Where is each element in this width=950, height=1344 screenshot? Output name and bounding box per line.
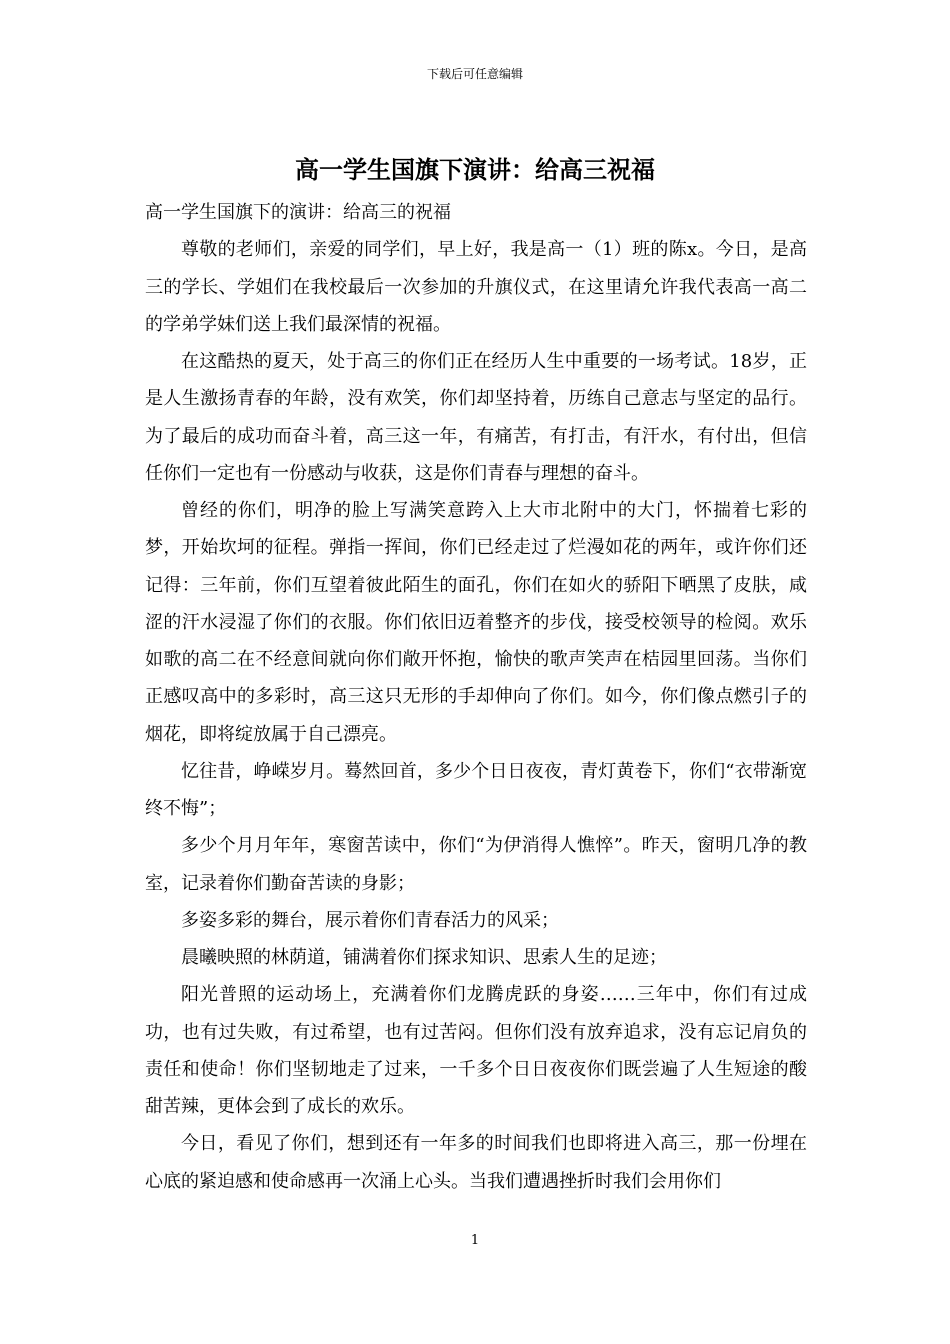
page-number: 1 <box>470 1233 480 1248</box>
paragraph: 多姿多彩的舞台，展示着你们青春活力的风采； <box>181 909 559 931</box>
document-body <box>145 194 807 1200</box>
paragraph: 今日，看见了你们，想到还有一年多的时间我们也即将进入高三，那一份埋在心底的紧迫感和使命感再一次涌上心头。当我们遭遇挫折时我们会用你们 <box>145 1133 807 1192</box>
paragraph: 在这酷热的夏天，处于高三的你们正在经历人生中重要的一场考试。18岁，正是人生激扬青春的年龄，没有欢笑，你们却坚持着，历练自己意志与坚定的品行。为了最后的成功而奋斗着，高三这一年，有痛苦，有打击，有汗水，有付出，但信任你们一定也有一份感动与收获，这是你们青春与理想的奋斗。 <box>145 351 807 484</box>
paragraph-subtitle: 高一学生国旗下的演讲：给高三的祝福 <box>145 202 451 223</box>
paragraph-greeting: 尊敬的老师们，亲爱的同学们，早上好，我是高一（1）班的陈x。今日，是高三的学长、学姐们在我校最后一次参加的升旗仪式，在这里请允许我代表高一高二的学弟学妹们送上我们最深情的祝福。 <box>145 239 807 335</box>
paragraph: 晨曦映照的林荫道，铺满着你们探求知识、思索人生的足迹； <box>181 947 667 968</box>
paragraph: 阳光普照的运动场上，充满着你们龙腾虎跃的身姿……三年中，你们有过成功，也有过失败，有过希望，也有过苦闷。但你们没有放弃追求，没有忘记肩负的责任和使命！你们坚韧地走了过来，一千多个日日夜夜你们既尝遍了人生短途的酸甜苦辣，更体会到了成长的欢乐。 <box>145 984 807 1117</box>
paragraph: 多少个月月年年，寒窗苦读中，你们“为伊消得人憔悴”。昨天，窗明几净的教室，记录着你们勤奋苦读的身影； <box>145 835 807 894</box>
paragraph: 曾经的你们，明净的脸上写满笑意跨入上大市北附中的大门，怀揣着七彩的梦，开始坎坷的征程。弹指一挥间，你们已经走过了烂漫如花的两年，或许你们还记得：三年前，你们互望着彼此陌生的面孔，你们在如火的骄阳下晒黑了皮肤，咸涩的汗水浸湿了你们的衣服。你们依旧迈着整齐的步伐，接受校领导的检阅。欢乐如歌的高二在不经意间就向你们敞开怀抱，愉快的歌声笑声在桔园里回荡。当你们正感叹高中的多彩时，高三这只无形的手却伸向了你们。如今，你们像点燃引子的烟花，即将绽放属于自己漂亮。 <box>145 500 807 745</box>
page-header-note: 下载后可任意编辑 <box>426 67 523 81</box>
document-title: 高一学生国旗下演讲：给高三祝福 <box>295 155 655 184</box>
paragraph: 忆往昔，峥嵘岁月。蓦然回首，多少个日日夜夜，青灯黄卷下，你们“衣带渐宽终不悔”； <box>145 760 807 819</box>
